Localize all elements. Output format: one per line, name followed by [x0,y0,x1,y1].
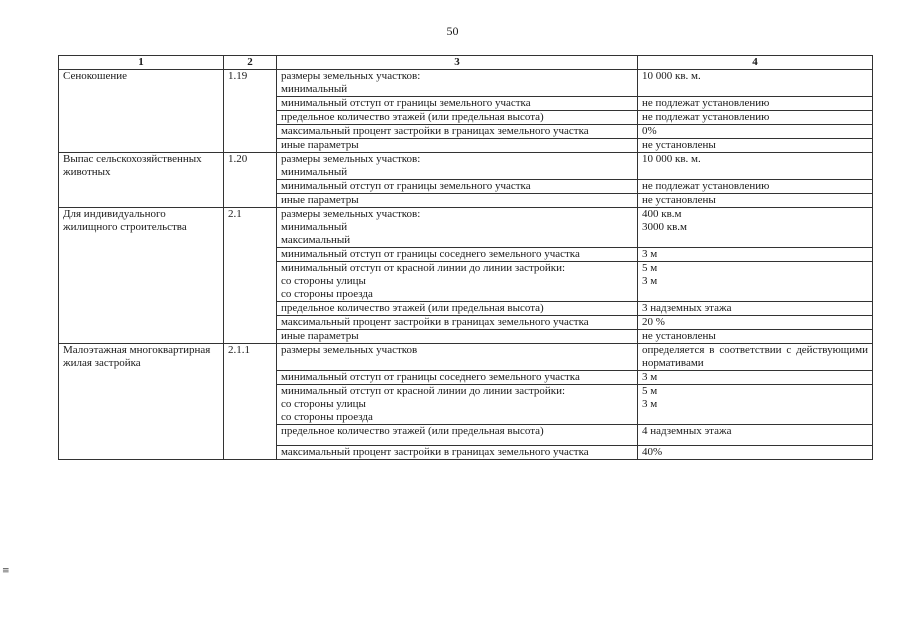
param-cell [277,248,638,262]
param-line: иные параметры [281,194,359,206]
value-cell [638,208,873,248]
land-use-code: 2.1.1 [224,344,277,460]
param-line: предельное количество этажей (или предельная высота) [281,302,544,314]
table-row [59,153,873,180]
table-row [59,344,873,371]
value-line: определяется в соответствии с действующими нормативами [642,344,868,369]
value-cell [638,248,873,262]
value-line: 40% [642,446,663,458]
param-line: максимальный процент застройки в границах земельного участка [281,446,589,458]
param-cell [277,70,638,97]
param-cell [277,125,638,139]
value-cell [638,111,873,125]
value-cell [638,371,873,385]
param-line: минимальный отступ от границы соседнего земельного участка [281,371,580,383]
value-cell [638,125,873,139]
value-line: не подлежат установлению [642,97,770,109]
value-cell [638,385,873,425]
value-line: 3 надземных этажа [642,302,732,314]
value-line: 5 м [642,385,658,397]
value-line: не установлены [642,139,716,151]
param-cell [277,371,638,385]
param-line: минимальный [281,221,348,233]
value-cell [638,316,873,330]
land-use-code: 1.19 [224,70,277,153]
param-line: размеры земельных участков: [281,153,421,165]
value-cell [638,262,873,302]
param-line: минимальный отступ от красной линии до линии застройки: [281,262,566,274]
value-line: не подлежат установлению [642,180,770,192]
value-cell [638,330,873,344]
table-row [59,208,873,248]
param-line: минимальный отступ от границы земельного участка [281,97,531,109]
value-line: 400 кв.м [642,208,682,220]
value-line: не установлены [642,330,716,342]
value-line: 3 м [642,371,658,383]
value-cell [638,194,873,208]
param-line: минимальный отступ от границы земельного участка [281,180,531,192]
param-cell [277,446,638,460]
param-line: минимальный отступ от красной линии до линии застройки: [281,385,566,397]
page-number: 50 [446,24,459,38]
land-use-code: 1.20 [224,153,277,208]
value-cell [638,344,873,371]
value-cell [638,97,873,111]
value-line: 4 надземных этажа [642,425,732,437]
land-use-type: Для индивидуального жилищного строительства [59,208,224,344]
value-line: 0% [642,125,657,137]
param-line: максимальный процент застройки в границах земельного участка [281,125,589,137]
header-cell-2: 2 [224,56,277,70]
param-line: со стороны улицы [281,398,366,410]
value-line: 3 м [642,398,658,410]
table-row [59,70,873,97]
param-cell [277,385,638,425]
param-line: минимальный [281,83,348,95]
param-line: размеры земельных участков: [281,208,421,220]
header-cell-1: 1 [59,56,224,70]
value-line: не установлены [642,194,716,206]
value-cell [638,139,873,153]
param-line: иные параметры [281,330,359,342]
param-cell [277,316,638,330]
param-cell [277,425,638,446]
param-line: со стороны проезда [281,411,373,423]
param-line: минимальный отступ от границы соседнего земельного участка [281,248,580,260]
param-cell [277,139,638,153]
param-cell [277,262,638,302]
param-line: максимальный процент застройки в границах земельного участка [281,316,589,328]
value-cell [638,425,873,446]
value-line: не подлежат установлению [642,111,770,123]
value-line: 10 000 кв. м. [642,153,701,165]
param-cell [277,153,638,180]
land-use-type: Сенокошение [59,70,224,153]
value-cell [638,180,873,194]
param-cell [277,330,638,344]
param-line: предельное количество этажей (или предельная высота) [281,111,544,123]
header-cell-3: 3 [277,56,638,70]
value-line: 3000 кв.м [642,221,687,233]
param-cell [277,344,638,371]
value-cell [638,446,873,460]
value-line: 3 м [642,248,658,260]
param-cell [277,302,638,316]
land-use-type: Выпас сельскохозяйственных животных [59,153,224,208]
param-line: размеры земельных участков: [281,70,421,82]
header-row [59,56,873,70]
param-cell [277,208,638,248]
param-line: предельное количество этажей (или предельная высота) [281,425,544,437]
value-cell [638,153,873,180]
param-line: со стороны проезда [281,288,373,300]
param-cell [277,180,638,194]
param-line: иные параметры [281,139,359,151]
value-line: 20 % [642,316,665,328]
value-cell [638,70,873,97]
param-cell [277,97,638,111]
value-line: 10 000 кв. м. [642,70,701,82]
regulations-table [58,55,873,460]
param-line: размеры земельных участков [281,344,418,356]
param-cell [277,111,638,125]
header-cell-4: 4 [638,56,873,70]
param-line: со стороны улицы [281,275,366,287]
value-cell [638,302,873,316]
value-line: 5 м [642,262,658,274]
land-use-code: 2.1 [224,208,277,344]
land-use-type: Малоэтажная многоквартирная жилая застройка [59,344,224,460]
param-line: максимальный [281,234,351,246]
margin-mark: ≡ [2,566,10,576]
param-cell [277,194,638,208]
value-line: 3 м [642,275,658,287]
param-line: минимальный [281,166,348,178]
